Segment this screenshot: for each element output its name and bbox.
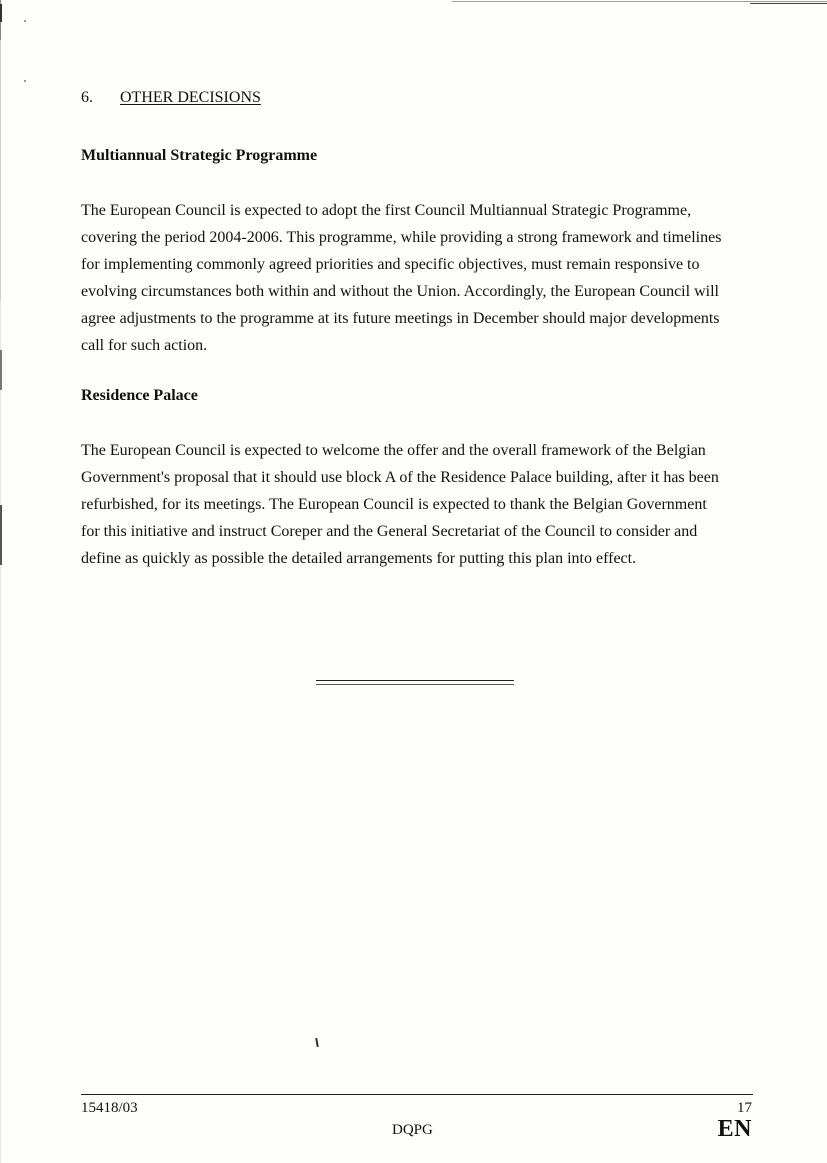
department-code: DQPG <box>392 1122 433 1138</box>
scan-mark <box>0 505 2 565</box>
scan-edge <box>0 0 1 1163</box>
paragraph-line: for implementing commonly agreed priorities and specific objectives, must remain responsive to <box>81 256 700 273</box>
paragraph-line: The European Council is expected to adopt the first Council Multiannual Strategic Programme, <box>81 202 692 219</box>
paragraph-line: for this initiative and instruct Coreper and the General Secretariat of the Council to consider and <box>81 523 698 540</box>
paragraph-line: define as quickly as possible the detailed arrangements for putting this plan into effect. <box>81 550 637 567</box>
section-number: 6. <box>81 89 93 106</box>
document-reference: 15418/03 <box>81 1100 138 1116</box>
paragraph <box>81 197 761 359</box>
scan-top-line <box>452 1 827 2</box>
paragraph-line: refurbished, for its meetings. The European Council is expected to thank the Belgian Government <box>81 496 707 513</box>
subsection-heading: Multiannual Strategic Programme <box>81 147 318 164</box>
paragraph-line: covering the period 2004-2006. This programme, while providing a strong framework and timelines <box>81 229 722 246</box>
paragraph-line: The European Council is expected to welcome the offer and the overall framework of the Belgian <box>81 442 706 459</box>
paragraph-line: Government's proposal that it should use block A of the Residence Palace building, after it has been <box>81 469 719 486</box>
scan-top-line <box>750 3 827 4</box>
section-title: OTHER DECISIONS <box>120 89 261 106</box>
page-number: 17 <box>737 1100 752 1116</box>
paragraph <box>81 437 761 572</box>
paragraph-line: evolving circumstances both within and without the Union. Accordingly, the European Council will <box>81 283 719 300</box>
paragraph-line: call for such action. <box>81 337 208 354</box>
paragraph-line: agree adjustments to the programme at its future meetings in December should major developments <box>81 310 720 327</box>
end-separator <box>316 680 514 685</box>
scan-speck <box>24 80 26 82</box>
scan-mark <box>0 4 2 22</box>
footer-rule <box>81 1094 753 1095</box>
scan-mark <box>315 1038 319 1047</box>
subsection-heading: Residence Palace <box>81 387 198 404</box>
language-code: EN <box>717 1116 752 1142</box>
scan-mark <box>0 350 2 390</box>
scan-speck <box>24 20 26 22</box>
